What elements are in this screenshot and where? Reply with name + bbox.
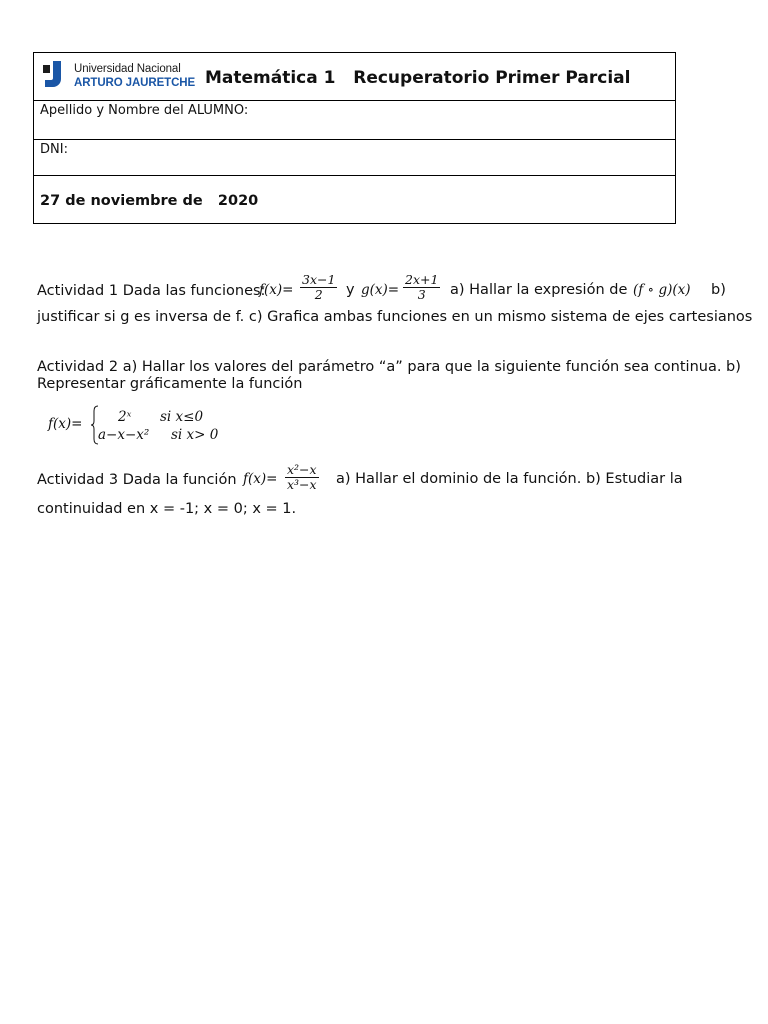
activity-1-g-fraction (403, 273, 440, 302)
student-name-row (34, 101, 675, 140)
activity-1-intro: Actividad 1 Dada las funciones: (37, 283, 266, 299)
activity-3-rest: a) Hallar el dominio de la función. b) Estudiar la (336, 471, 683, 487)
exam-date: 27 de noviembre de 2020 (40, 193, 259, 209)
activity-3-lhs: f(x)= (243, 471, 278, 487)
logo-line-1: Universidad Nacional (74, 63, 181, 75)
activity-1-part-b-start: b) (711, 282, 726, 298)
activity-1-connector: y (346, 282, 355, 298)
university-logo (43, 59, 196, 93)
activity-1-f-lhs: f(x)= (259, 282, 294, 298)
dni-label: DNI: (40, 142, 68, 157)
dni-row (34, 140, 675, 176)
activity-2-line-2: Representar gráficamente la función (37, 376, 303, 392)
activity-3-intro: Actividad 3 Dada la función (37, 472, 237, 488)
activity-2-line-1: Actividad 2 a) Hallar los valores del parámetro “a” para que la siguiente función sea continua. b) (37, 359, 741, 375)
activity-1-g-denominator: 3 (417, 287, 426, 302)
activity-2-case-1-expression: 2ˣ (118, 409, 132, 425)
activity-1-g-numerator: 2x+1 (405, 272, 439, 287)
activity-3-numerator: x²−x (287, 462, 317, 477)
activity-2-case-2-expression: a−x−x² (98, 427, 150, 443)
activity-3-fraction (285, 463, 319, 492)
activity-1-f-fraction (300, 273, 337, 302)
activity-2-case-2-condition: si x> 0 (171, 427, 219, 443)
activity-1-f-denominator: 2 (314, 287, 323, 302)
activity-1-composition: (f ∘ g)(x) (633, 282, 691, 298)
exam-title: Matemática 1 Recuperatorio Primer Parcial (205, 68, 631, 88)
university-logo-icon (43, 59, 67, 91)
logo-line-2: ARTURO JAURETCHE (74, 77, 196, 89)
student-name-label: Apellido y Nombre del ALUMNO: (40, 103, 249, 118)
activity-1-part-a: a) Hallar la expresión de (450, 282, 628, 298)
title-row (34, 53, 675, 101)
date-row (34, 176, 675, 224)
activity-3-denominator: x³−x (287, 477, 317, 492)
header-table (33, 52, 676, 224)
activity-1-line-2: justificar si g es inversa de f. c) Grafica ambas funciones en un mismo sistema de ejes cartesianos (37, 309, 753, 325)
activity-1-f-numerator: 3x−1 (302, 272, 336, 287)
activity-3-line-2: continuidad en x = -1; x = 0; x = 1. (37, 501, 297, 517)
activity-1-g-lhs: g(x)= (361, 282, 400, 298)
activity-2-lhs: f(x)= (48, 416, 83, 432)
activity-2-case-1-condition: si x≤0 (160, 409, 204, 425)
